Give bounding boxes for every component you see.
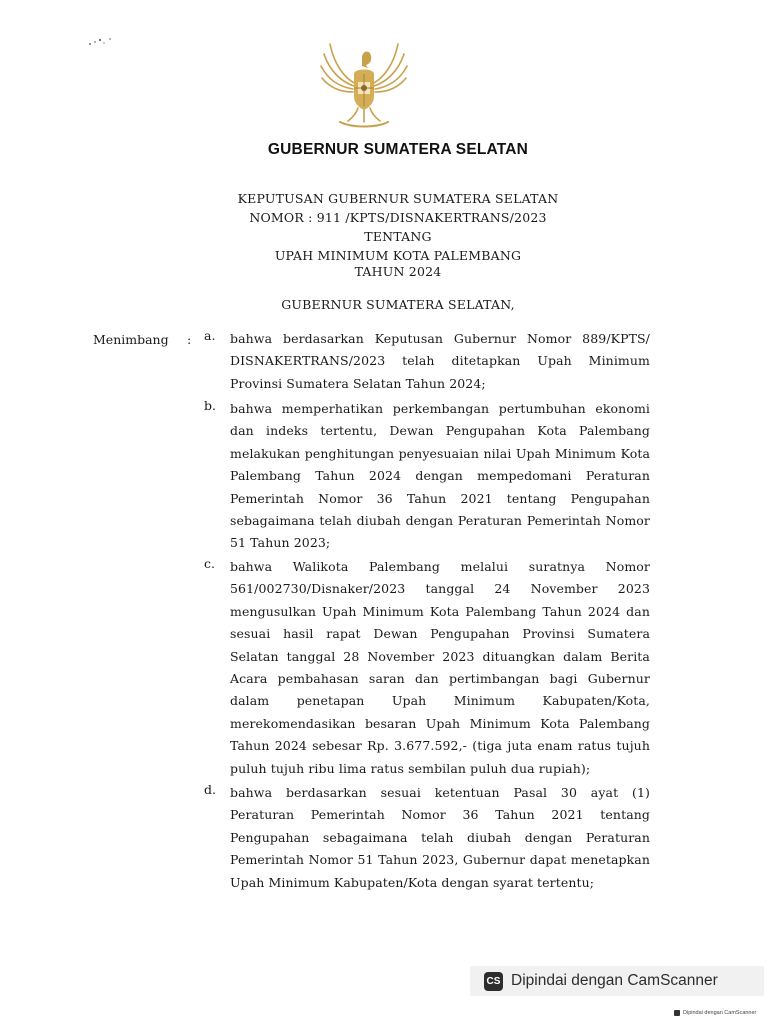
camscanner-logo-icon: CS (484, 972, 503, 991)
addressee: GUBERNUR SUMATERA SELATAN, (281, 297, 515, 312)
camscanner-small-watermark (674, 1010, 756, 1016)
item-letter: a. (204, 328, 216, 343)
item-text: bahwa Walikota Palembang melalui suratnya Nomor 561/002730/Disnaker/2023 tanggal 24 November 2023 mengusulkan Upah Minimum Kota Palembang Tahun 2024 dan sesuai hasil rapat Dewan Pengupahan Provinsi Sumatera Selatan tanggal 28 November 2023 dituangkan dalam Berita Acara pembahasan saran dan pertimbangan bagi Gubernur dalam penetapan Upah Minimum Kabupaten/Kota, merekomendasikan besaran Upah Minimum Kota Palembang Tahun 2024 sebesar Rp. 3.677.592,- (tiga juta enam ratus tujuh puluh tujuh ribu lima ratus sembilan puluh dua rupiah); (230, 559, 650, 776)
considering-item-b (204, 398, 650, 555)
item-letter: d. (204, 782, 216, 797)
decree-number: NOMOR : 911 /KPTS/DISNAKERTRANS/2023 (249, 210, 547, 225)
camscanner-mini-logo-icon (674, 1010, 680, 1016)
scan-speck (86, 34, 116, 48)
considering-item-c (204, 556, 650, 780)
decree-year: TAHUN 2024 (354, 264, 442, 279)
item-text: bahwa memperhatikan perkembangan pertumbuhan ekonomi dan indeks tertentu, Dewan Pengupahan Kota Palembang melakukan penghitungan penyesuaian nilai Upah Minimum Kota Palembang Tahun 2024 dengan mempedomani Peraturan Pemerintah Nomor 36 Tahun 2021 tentang Pengupahan sebagaimana telah diubah dengan Peraturan Pemerintah Nomor 51 Tahun 2023; (230, 401, 650, 551)
item-text: bahwa berdasarkan sesuai ketentuan Pasal 30 ayat (1) Peraturan Pemerintah Nomor 36 Tahun 2021 tentang Pengupahan sebagaimana telah diubah dengan Peraturan Pemerintah Nomor 51 Tahun 2023, Gubernur dapat menetapkan Upah Minimum Kabupaten/Kota dengan syarat tertentu; (230, 785, 650, 890)
considering-colon: : (187, 332, 192, 347)
decree-title: KEPUTUSAN GUBERNUR SUMATERA SELATAN (237, 191, 559, 206)
considering-item-d (204, 782, 650, 894)
decree-subject: UPAH MINIMUM KOTA PALEMBANG (274, 248, 522, 263)
camscanner-text: Dipindai dengan CamScanner (511, 972, 718, 989)
garuda-pancasila-emblem-icon (316, 38, 412, 130)
considering-label: Menimbang (93, 332, 169, 347)
item-letter: c. (204, 556, 215, 571)
governor-heading: GUBERNUR SUMATERA SELATAN (267, 141, 529, 158)
decree-title-block (0, 189, 768, 279)
considering-item-a (204, 328, 650, 395)
decree-about: TENTANG (364, 229, 432, 244)
camscanner-watermark (470, 966, 764, 996)
item-text: bahwa berdasarkan Keputusan Gubernur Nomor 889/KPTS/ DISNAKERTRANS/2023 telah ditetapkan Upah Minimum Provinsi Sumatera Selatan Tahun 2024; (230, 331, 650, 391)
camscanner-small-text: Dipindai dengan CamScanner (683, 1010, 757, 1016)
item-letter: b. (204, 398, 216, 413)
